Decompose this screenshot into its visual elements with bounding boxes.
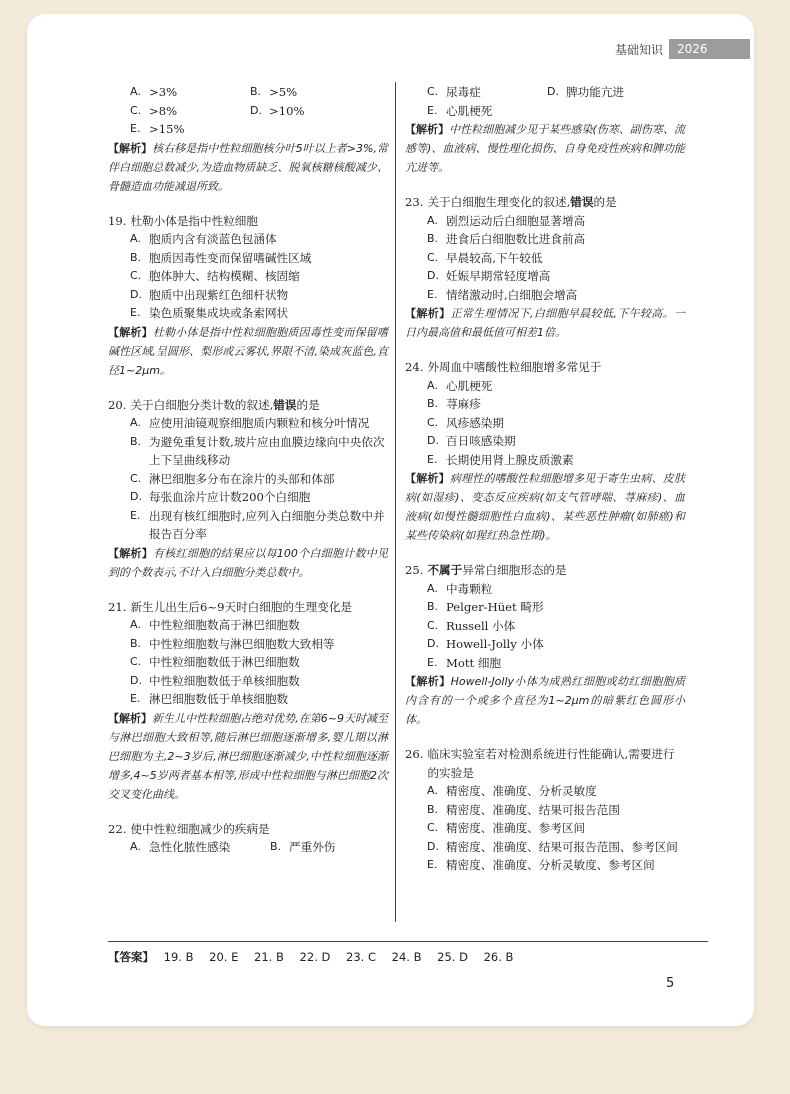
stem-text: 外周血中嗜酸性粒细胞增多常见于 (427, 360, 602, 374)
option (108, 616, 388, 635)
question-stem (405, 745, 685, 782)
question-number: 25. (405, 563, 424, 577)
analysis-tag: 【解析】 (405, 675, 451, 688)
question-stem (405, 358, 685, 377)
answer-key (108, 941, 708, 965)
answer-item: 22. D (299, 950, 331, 964)
analysis-text: 核右移是指中性粒细胞核分叶5叶以上者>3%,常伴白细胞总数减少,为造血物质缺乏、脱氧核糖核酸减少、骨髓造血功能减退所致。 (108, 141, 389, 193)
option-letter: E. (427, 287, 438, 301)
option-letter: B. (427, 600, 439, 613)
option-text: 剧烈运动后白细胞显著增高 (446, 213, 586, 228)
option (108, 690, 388, 709)
analysis-text: 正常生理情况下,白细胞早晨较低,下午较高。一日内最高值和最低值可相差1倍。 (405, 307, 686, 339)
analysis-tag: 【解析】 (108, 711, 153, 725)
question-stem (108, 820, 388, 839)
option-letter: B. (130, 434, 142, 448)
option-text: 心肌梗死 (446, 378, 493, 393)
option-text: 精密度、准确度、参考区间 (446, 821, 586, 835)
option (108, 286, 388, 305)
option (405, 414, 685, 433)
option (405, 654, 685, 673)
question-22 (108, 820, 388, 857)
question-stem (108, 212, 388, 231)
answer-item: 21. B (254, 950, 284, 964)
answer-item: 20. E (209, 950, 239, 964)
option (108, 488, 388, 507)
analysis-text: 杜勒小体是指中性粒细胞胞质因毒性变而保留嗜碱性区域,呈圆形、梨形或云雾状,界限不清,染成灰蓝色,直径1~2μm。 (108, 325, 389, 377)
option-text: 早晨较高,下午较低 (446, 250, 543, 265)
option (405, 267, 685, 286)
answer-item: 25. D (437, 950, 468, 964)
analysis (108, 544, 388, 582)
option-text: >10% (269, 103, 305, 118)
analysis (108, 139, 388, 196)
analysis-tag: 【解析】 (108, 546, 154, 560)
option-letter: C. (427, 821, 439, 834)
option (405, 432, 685, 451)
option-letter: A. (130, 232, 141, 245)
answer-item: 19. B (163, 950, 194, 964)
analysis (108, 323, 388, 380)
option-row (108, 120, 388, 139)
stem-text: 使中性粒细胞减少的疾病是 (130, 821, 270, 836)
option-text: 中毒颗粒 (446, 581, 493, 596)
option-letter: C. (130, 269, 142, 282)
stem-text: 新生儿出生后6~9天时白细胞的生理变化是 (130, 599, 353, 614)
page-number: 5 (666, 976, 675, 991)
option-text: 每张血涂片应计数200个白细胞 (149, 490, 311, 504)
option (405, 286, 685, 305)
question-21 (108, 598, 388, 804)
answer-item: 23. C (346, 950, 376, 964)
question-number: 26. (405, 747, 424, 761)
header-subject: 基础知识 (585, 41, 669, 58)
question-stem (108, 396, 388, 415)
option-letter: E. (130, 692, 141, 705)
option-letter: E. (427, 655, 438, 669)
option-letter: D. (427, 434, 439, 447)
option-text: 严重外伤 (289, 840, 336, 854)
option (108, 470, 388, 489)
analysis-text: 有核红细胞的结果应以每100个白细胞计数中见到的个数表示,不计入白细胞分类总数中。 (108, 546, 388, 579)
option-letter: E. (130, 122, 141, 135)
answer-item: 24. B (391, 950, 422, 964)
option-text: 中性粒细胞数高于淋巴细胞数 (149, 618, 300, 632)
option (108, 653, 388, 672)
option-text: Mott 细胞 (446, 655, 502, 670)
option-text: 中性粒细胞数与淋巴细胞数大致相等 (149, 636, 335, 651)
question-number: 19. (108, 213, 127, 228)
option (108, 507, 388, 544)
analysis-text: 中性粒细胞减少见于某些感染(伤寒、副伤寒、流感等)、血液病、慢性理化损伤、自身免疫性疾病和脾功能亢进等。 (405, 123, 686, 174)
option-text: Russell 小体 (446, 618, 516, 633)
stem-text: 的是 (593, 195, 617, 209)
option-letter: C. (427, 415, 439, 429)
stem-text: 的是 (296, 397, 320, 412)
option-letter: A. (427, 378, 438, 392)
option-letter: C. (130, 103, 142, 117)
option (405, 249, 685, 268)
option-letter: E. (427, 858, 438, 871)
option-letter: A. (427, 213, 438, 227)
option-letter: E. (130, 508, 141, 522)
option-text: Pelger-Hüet 畸形 (446, 600, 544, 614)
question-stem (405, 561, 685, 580)
option-text: 脾功能亢进 (566, 85, 624, 99)
option-letter: E. (427, 452, 438, 466)
question-24 (405, 358, 685, 545)
option-letter: D. (547, 85, 559, 98)
option-text: 胞体肿大、结构模糊、核固缩 (149, 269, 300, 283)
option-letter: D. (130, 490, 142, 503)
option (108, 267, 388, 286)
option-text: 心肌梗死 (446, 103, 493, 118)
option-text: 中性粒细胞数低于淋巴细胞数 (149, 655, 300, 669)
question-stem (108, 598, 388, 617)
analysis-tag: 【解析】 (405, 123, 450, 136)
analysis (405, 469, 685, 545)
option-letter: D. (250, 103, 262, 117)
stem-text: 关于白细胞分类计数的叙述, (130, 397, 274, 412)
option-letter: B. (130, 636, 142, 650)
option-row (108, 83, 388, 102)
option (108, 433, 388, 470)
option-letter: A. (427, 581, 438, 595)
analysis-text: Howell-Jolly小体为成熟红细胞或幼红细胞胞质内含有的一个或多个直径为1~2μm的暗紫红色圆形小体。 (405, 675, 685, 726)
answer-key-tag: 【答案】 (108, 950, 154, 964)
stem-text: 临床实验室若对检测系统进行性能确认,需要进行的实验是 (427, 747, 675, 780)
analysis (405, 120, 685, 177)
analysis-tag: 【解析】 (108, 325, 153, 339)
question-22-continuation (405, 83, 685, 177)
option (405, 635, 685, 654)
option-letter: A. (427, 784, 438, 797)
option (405, 617, 685, 636)
question-25 (405, 561, 685, 729)
stem-emphasis: 错误 (273, 397, 297, 412)
column-divider (395, 82, 396, 922)
right-column (405, 83, 685, 875)
option (405, 856, 685, 875)
option (108, 230, 388, 249)
question-number: 22. (108, 821, 127, 836)
option-letter: D. (427, 637, 439, 650)
option-letter: B. (250, 85, 262, 98)
option-letter: C. (130, 655, 142, 668)
option-text: >15% (149, 122, 185, 136)
analysis-tag: 【解析】 (405, 307, 451, 320)
question-number: 24. (405, 360, 424, 374)
option-text: 精密度、准确度、结果可报告范围、参考区间 (446, 839, 678, 854)
option-letter: C. (427, 250, 439, 264)
option-text: 胞质因毒性变而保留嗜碱性区域 (149, 250, 312, 265)
option-text: Howell-Jolly 小体 (446, 637, 544, 651)
option-text: 中性粒细胞数低于单核细胞数 (149, 673, 300, 688)
option-letter: B. (270, 840, 282, 853)
stem-text: 异常白细胞形态的是 (462, 563, 567, 577)
option (108, 249, 388, 268)
option-text: 出现有核红细胞时,应列入白细胞分类总数中并报告百分率 (149, 508, 385, 541)
option-letter: E. (427, 103, 438, 117)
question-stem (405, 193, 685, 212)
option-letter: C. (130, 471, 142, 485)
header-year-badge: 2026 (669, 39, 750, 59)
option-text: 精密度、准确度、分析灵敏度、参考区间 (446, 858, 655, 872)
option-text: 应使用油镜观察细胞质内颗粒和核分叶情况 (149, 416, 370, 430)
option-letter: D. (130, 287, 142, 301)
option-row (405, 102, 685, 121)
option (405, 451, 685, 470)
question-23 (405, 193, 685, 342)
analysis (108, 709, 388, 804)
question-number: 23. (405, 195, 424, 209)
option (405, 230, 685, 249)
stem-text: 杜勒小体是指中性粒细胞 (130, 213, 258, 228)
option-letter: A. (130, 840, 141, 853)
analysis-tag: 【解析】 (108, 141, 153, 155)
option-letter: D. (130, 673, 142, 687)
option-text: 胞质内含有淡蓝色包涵体 (149, 232, 277, 246)
option (405, 377, 685, 396)
option-letter: B. (130, 250, 142, 264)
option-text: 尿毒症 (446, 85, 481, 99)
option (405, 819, 685, 838)
option (108, 635, 388, 654)
option-letter: A. (130, 618, 141, 631)
option (405, 598, 685, 617)
question-number: 20. (108, 397, 127, 412)
option-text: 荨麻疹 (446, 397, 481, 411)
answer-item: 26. B (483, 950, 514, 964)
option-text: 长期使用肾上腺皮质激素 (446, 452, 574, 467)
option (108, 304, 388, 323)
option (405, 580, 685, 599)
option-letter: A. (130, 416, 141, 429)
option-row (108, 838, 388, 857)
analysis-text: 病理性的嗜酸性粒细胞增多见于寄生虫病、皮肤病(如湿疹)、变态反应疾病(如支气管哮喘、荨麻疹)、血液病(如慢性髓细胞性白血病)、某些恶性肿瘤(如肺癌)和某些传染病(如猩红热急性期)。 (405, 472, 686, 542)
option-text: 精密度、准确度、分析灵敏度 (446, 784, 597, 798)
option-text: 染色质聚集成块或条索网状 (149, 306, 289, 320)
option-letter: E. (130, 306, 141, 319)
option-letter: B. (427, 397, 439, 410)
option-text: 急性化脓性感染 (149, 840, 231, 854)
option-text: 风疹感染期 (446, 415, 504, 430)
option-row (108, 102, 388, 121)
option (108, 414, 388, 433)
option-text: >5% (269, 85, 298, 99)
option-text: 精密度、准确度、结果可报告范围 (446, 802, 620, 817)
option-letter: C. (427, 618, 439, 632)
option-text: >3% (149, 85, 178, 99)
option-text: 妊娠早期常轻度增高 (446, 269, 551, 283)
option-text: 为避免重复计数,玻片应由血膜边缘向中央依次上下呈曲线移动 (149, 434, 385, 467)
analysis (405, 672, 685, 729)
option-text: 百日咳感染期 (446, 434, 516, 448)
option-row (405, 83, 685, 102)
question-18-continuation (108, 83, 388, 196)
option-text: 淋巴细胞多分布在涂片的头部和体部 (149, 471, 335, 486)
option (405, 801, 685, 820)
option-letter: D. (427, 269, 439, 282)
option-letter: D. (427, 839, 439, 853)
option (405, 395, 685, 414)
option-text: 胞质中出现紫红色细杆状物 (149, 287, 289, 302)
analysis (405, 304, 685, 342)
option (405, 212, 685, 231)
analysis-tag: 【解析】 (405, 472, 450, 485)
option-text: >8% (149, 103, 178, 118)
option (405, 838, 685, 857)
question-26 (405, 745, 685, 875)
question-number: 21. (108, 599, 127, 614)
page-header (585, 39, 750, 59)
question-19 (108, 212, 388, 380)
stem-emphasis: 错误 (570, 195, 594, 209)
question-20 (108, 396, 388, 582)
option (405, 782, 685, 801)
option-letter: C. (427, 85, 439, 98)
option-text: 情绪激动时,白细胞会增高 (446, 287, 578, 302)
option (108, 672, 388, 691)
analysis-text: 新生儿中性粒细胞占绝对优势,在第6~9天时减至与淋巴细胞大致相等,随后淋巴细胞逐渐增多,婴儿期以淋巴细胞为主,2~3岁后,淋巴细胞逐渐减少,中性粒细胞逐渐增多,4~5岁两者基本相等,形成中性粒细胞与淋巴细胞2次交叉变化曲线。 (108, 711, 388, 801)
option-letter: B. (427, 232, 439, 245)
option-letter: A. (130, 85, 141, 98)
option-letter: B. (427, 802, 439, 816)
stem-text: 关于白细胞生理变化的叙述, (427, 195, 571, 209)
option-text: 进食后白细胞数比进食前高 (446, 232, 586, 246)
option-text: 淋巴细胞数低于单核细胞数 (149, 692, 289, 706)
left-column (108, 83, 388, 857)
stem-emphasis: 不属于 (427, 563, 463, 577)
